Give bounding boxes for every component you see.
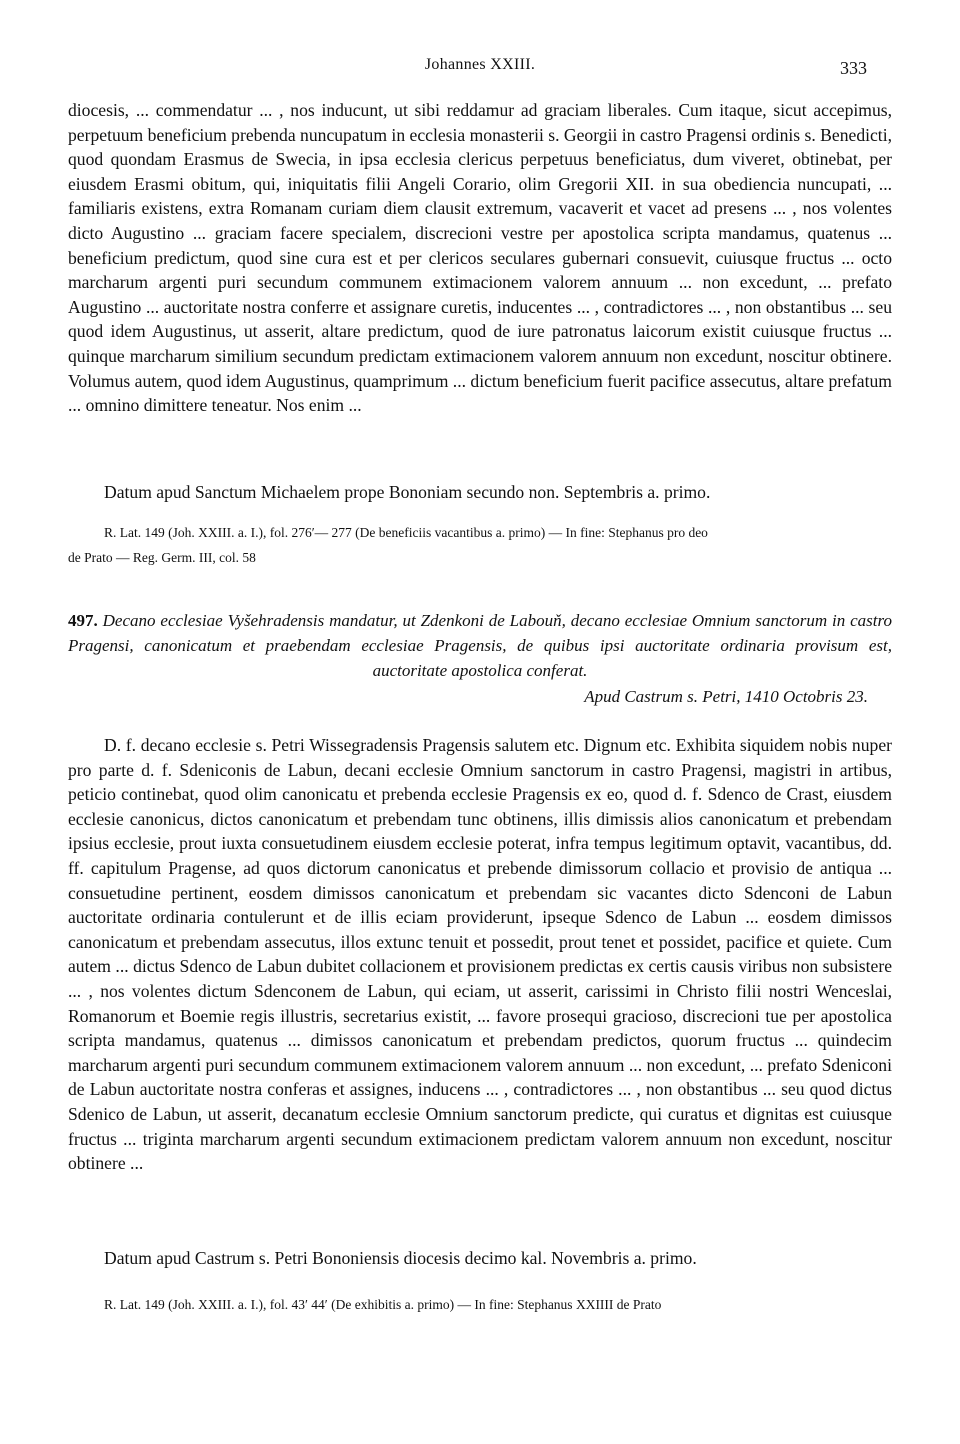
- entry-497-datum: Datum apud Castrum s. Petri Bononiensis diocesis decimo kal. Novembris a. primo.: [104, 1248, 697, 1268]
- entry-497-heading: [68, 608, 892, 707]
- entry-496-source-line-2: de Prato — Reg. Germ. III, col. 58: [68, 550, 256, 565]
- entry-496-source-line-1: R. Lat. 149 (Joh. XXIII. a. I.), fol. 276′— 277 (De beneficiis vacantibus a. primo) — In fine: Stephanus pro deo: [104, 525, 708, 540]
- entry-497-summary: Decano ecclesiae Vyšehradensis mandatur, ut Zdenkoni de Labouň, decano ecclesiae Omnium sanctorum in castro Pragensi, canonicatum et praebendam ecclesiae Pragensis, de quibus ipsi auctoritate ordinaria provisum est, auctoritate apostolica conferat.: [68, 611, 892, 680]
- entry-497-place-date: Apud Castrum s. Petri, 1410 Octobris 23.: [584, 687, 868, 706]
- page-header-title: Johannes XXIII.: [424, 56, 536, 73]
- entry-496-datum: Datum apud Sanctum Michaelem prope Bononiam secundo non. Septembris a. primo.: [104, 482, 711, 502]
- entry-497-number: 497.: [68, 611, 98, 630]
- entry-497-regest: [68, 608, 892, 683]
- entry-497-source-line-1: R. Lat. 149 (Joh. XXIII. a. I.), fol. 43′ 44′ (De exhibitis a. primo) — In fine: Stephanus XXIIII de Prato: [104, 1297, 662, 1312]
- page-number: 333: [840, 58, 867, 78]
- entry-497-body: D. f. decano ecclesie s. Petri Wissegradensis Pragensis salutem etc. Dignum etc. Exhibita siquidem nobis nuper pro parte d. f. Sdeniconis de Labun, decani ecclesie Omnium sanctorum in castro Pragensi, magistri in artibus, peticio continebat, quod olim canonicatu et prebenda ecclesie Pragensis ex eo, quod d. f. Sdenco de Crast, eiusdem ecclesie canonicus, dictos canonicatum et prebendam tunc obtinens, illis dimissis alios canonicatum et prebendam ipsius ecclesie, prout iuxta consuetudinem eiusdem ecclesie poterat, infra tempus legitimum optavit, vacantibus, dd. ff. capitulum Pragense, ad quos dictorum canonicatus et prebende dimissorum collacio et provisio de antiqua ... consuetudine pertinent, eosdem dimissos canonicatum et prebendam sic vacantes dicto Sdenconi de Labun auctoritate ordinaria contulerunt et de illis eciam providerunt, ipseque Sdenco de Labun ... eosdem dimissos canonicatum et prebendam assecutus, illos extunc tenuit et possedit, prout tenet et possidet, pacifice et quiete. Cum autem ... dictus Sdenco de Labun dubitet collacionem et provisionem predictas ex certis causis viribus non subsistere ... , nos volentes dictum Sdenconem de Labun, qui eciam, ut asserit, carissimi in Christo filii nostri Wenceslai, Romanorum et Boemie regis illustris, secretarius existit, ... favore prosequi gracioso, discrecioni tue per apostolica scripta mandamus, quatenus ... dimissos canonicatum et prebendam predictos, quorum fructus ... quindecim marcharum argenti puri secundum communem extimacionem valorem annuum ... non excedunt, ... prefato Sdeniconi de Labun auctoritate nostra conferas et assignes, inducens ... , contradictores ... , non obstantibus ... seu quod dictus Sdenico de Labun, ut asserit, decanatum ecclesie Omnium sanctorum predicte, qui curatus et dignitas est cuiusque fructus ... triginta marcharum argenti secundum extimacionem predictam valorem annuum non excedunt, noscitur obtinere ...: [68, 735, 892, 1174]
- entry-496-body: diocesis, ... commendatur ... , nos inducunt, ut sibi reddamur ad graciam liberales. Cum itaque, sicut accepimus, perpetuum beneficium prebenda nuncupatum in ecclesia monasterii s. Georgii in castro Pragensi ordinis s. Benedicti, quod quondam Erasmus de Swecia, in ipsa ecclesia clericus perpetuus beneficiatus, dum viveret, obtinebat, per eiusdem Erasmi obitum, qui, iniquitatis filii Angeli Corario, olim Gregorii XII. in sua obediencia nuncupati, ... familiaris existens, extra Romanam curiam diem clausit extremum, vacaverit et vacet ad presens ... , nos volentes dicto Augustino ... graciam facere specialem, discrecioni vestre per apostolica scripta mandamus, quatenus ... beneficium predictum, quod sine cura est et per clericos seculares gubernari consuevit, cuiusque fructus ... octo marcharum argenti puri secundum communem extimacionem valorem annuum ... non excedunt, ... prefato Augustino ... auctoritate nostra conferre et assignare curetis, inducentes ... , contradictores ... , non obstantibus ... seu quod idem Augustinus, ut asserit, altare predictum, quod de iure patronatus laicorum existit cuiusque fructus ... quinque marcharum similium secundum predictam extimacionem valorem annuum non excedunt, noscitur obtinere. Volumus autem, quod idem Augustinus, quamprimum ... dictum beneficium fuerit pacifice assecutus, altare prefatum ... omnino dimittere teneatur. Nos enim ...: [68, 100, 892, 416]
